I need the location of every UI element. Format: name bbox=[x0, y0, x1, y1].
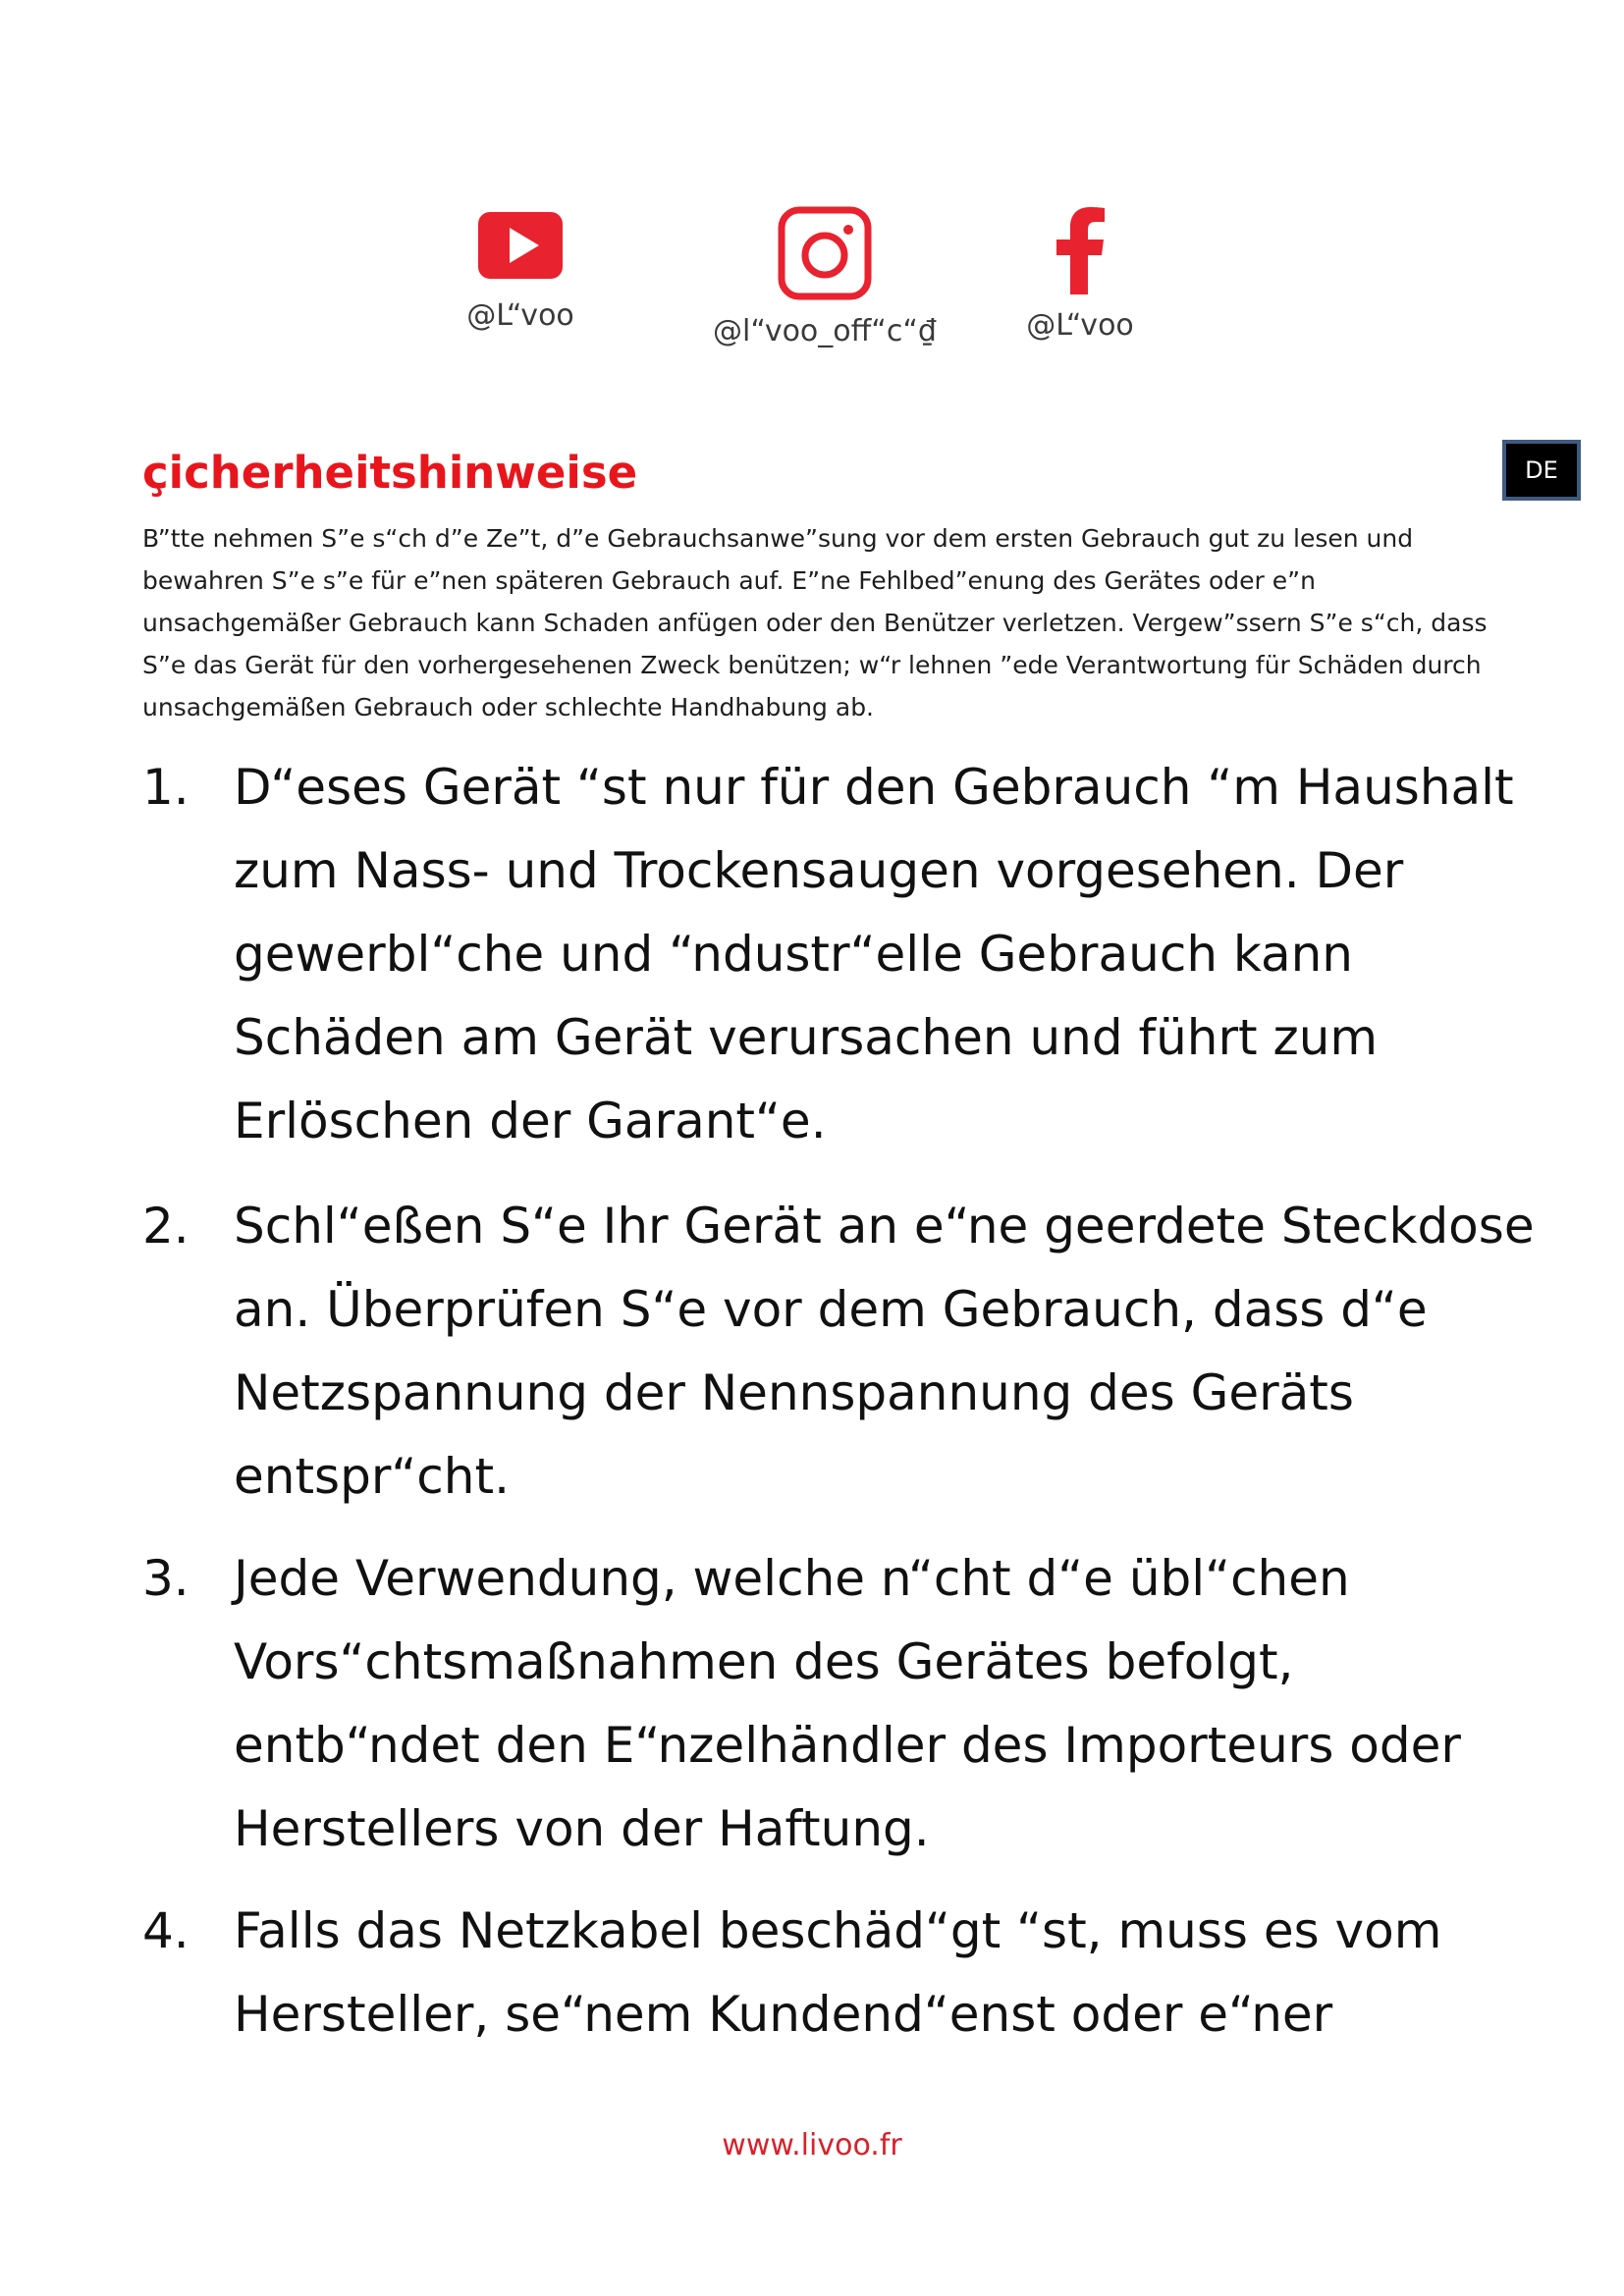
youtube-icon bbox=[457, 206, 584, 289]
language-badge: DE bbox=[1502, 440, 1581, 501]
youtube-link[interactable] bbox=[457, 206, 584, 333]
intro-paragraph: B”tte nehmen S”e s“ch d”e Ze”t, d”e Gebrauchsanwe”sung vor dem ersten Gebrauch gut zu lesen und bewahren S”e s”e für e”nen späteren Gebrauch auf. E”ne Fehlbed”enung des Gerätes oder e”n unsachgemäßer Gebrauch kann Schaden anfügen oder den Benützer verletzen. Vergew”ssern S”e s“ch, dass S”e das Gerät für den vorhergesehenen Zweck benützen; w“r lehnen ”ede Verantwortung für Schäden durch unsachgemäßen Gebrauch oder schlechte Handhabung ab. bbox=[142, 524, 1488, 721]
list-item bbox=[142, 1890, 1537, 2056]
facebook-link[interactable] bbox=[1011, 206, 1149, 343]
item-text: Schl“eßen S“e Ihr Gerät an e“ne geerdete Steckdose an. Überprüfen S“e vor dem Gebrauch, dass d“e Netzspannung der Nennspannung des Geräts entspr“cht. bbox=[234, 1198, 1535, 1505]
facebook-handle: @L“voo bbox=[1026, 308, 1134, 343]
footer-url[interactable]: www.livoo.fr bbox=[722, 2128, 902, 2163]
section-title: çicherheitshinweise bbox=[142, 447, 638, 499]
item-text: D“eses Gerät “st nur für den Gebrauch “m Haushalt zum Nass- und Trockensaugen vorgesehen. Der gewerbl“che und “ndustr“elle Gebrauch kann Schäden am Gerät verursachen und führt zum Erlöschen der Garant“e. bbox=[234, 759, 1514, 1149]
item-number: 2. bbox=[142, 1198, 189, 1255]
youtube-handle: @L“voo bbox=[466, 298, 574, 333]
instagram-link[interactable] bbox=[687, 206, 962, 348]
list-item bbox=[142, 746, 1537, 1163]
item-number: 3. bbox=[142, 1550, 189, 1607]
list-item bbox=[142, 1185, 1537, 1519]
instagram-icon bbox=[687, 206, 962, 304]
item-number: 1. bbox=[142, 759, 189, 816]
instagram-handle: @l“voo_off“c“₫ bbox=[713, 314, 937, 348]
item-text: Jede Verwendung, welche n“cht d“e übl“chen Vors“chtsmaßnahmen des Gerätes befolgt, entb“ndet den E“nzelhändler des Importeurs oder Herstellers von der Haftung. bbox=[234, 1550, 1461, 1857]
item-text: Falls das Netzkabel beschäd“gt “st, muss es vom Hersteller, se“nem Kundend“enst oder e“ner bbox=[234, 1902, 1442, 2043]
item-number: 4. bbox=[142, 1902, 189, 1959]
facebook-icon bbox=[1011, 206, 1149, 298]
list-item bbox=[142, 1537, 1537, 1871]
